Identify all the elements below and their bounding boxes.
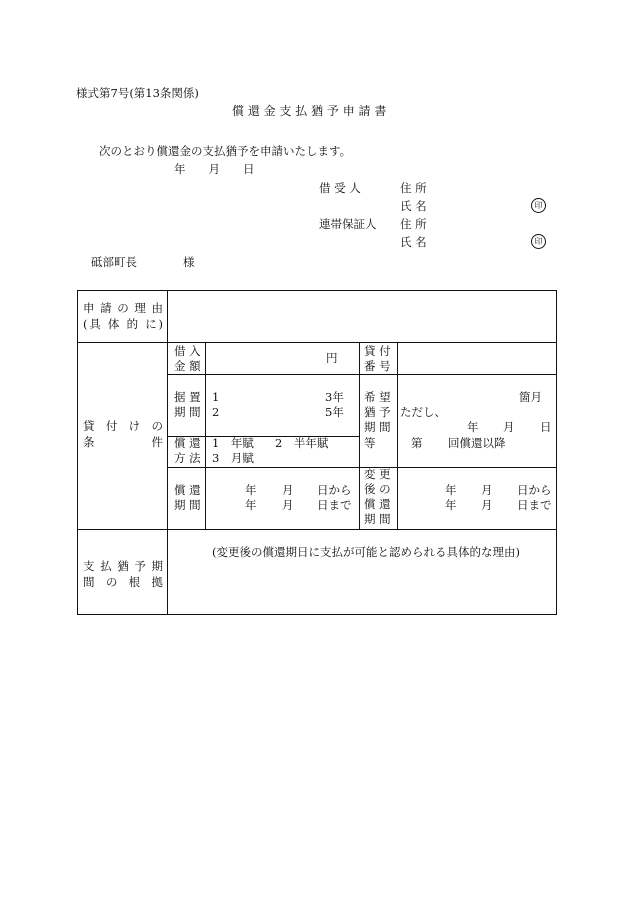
- guarantor-address-label: 住 所: [400, 217, 427, 231]
- application-table: [77, 290, 557, 615]
- repay-period-label: 期 間: [174, 498, 201, 512]
- guarantor-name-label: 氏 名: [400, 235, 427, 249]
- changed-to-month: 月: [481, 498, 493, 512]
- loan-number-label: 番 号: [364, 359, 391, 373]
- row-divider: [78, 342, 556, 343]
- seal-icon: 印: [531, 234, 546, 249]
- period-from-month: 月: [282, 483, 294, 497]
- desired-label: 等: [364, 436, 376, 450]
- changed-period-label: 後 の: [364, 482, 391, 496]
- guarantor-label: 連帯保証人: [319, 217, 377, 231]
- desired-date-day: 日: [540, 420, 552, 434]
- seal-icon: 印: [531, 198, 546, 213]
- desired-label: 猶 予: [364, 405, 391, 419]
- reason-label: 申 請 の 理 由: [83, 301, 163, 315]
- col-divider: [359, 342, 360, 529]
- repay-option: 1 年賦: [212, 436, 254, 450]
- loan-amount-label: 金 額: [174, 359, 201, 373]
- however-text: ただし、: [400, 405, 446, 419]
- period-to-month: 月: [282, 498, 294, 512]
- desired-label: 希 望: [364, 390, 391, 404]
- row-divider: [167, 467, 556, 468]
- grace-option-years: 3年: [325, 390, 344, 404]
- loan-number-label: 貸 付: [364, 344, 391, 358]
- repay-option: 2 半年賦: [275, 436, 329, 450]
- changed-to-day: 日まで: [517, 498, 552, 512]
- repay-method-label: 方 法: [174, 451, 201, 465]
- changed-period-label: 変 更: [364, 467, 391, 481]
- row-divider: [78, 529, 556, 530]
- repay-method-label: 償 還: [174, 436, 201, 450]
- addressee-honorific: 様: [183, 255, 195, 269]
- grace-option-years: 5年: [325, 405, 344, 419]
- repay-from-suffix: 回償還以降: [448, 436, 506, 450]
- page-title: 償 還 金 支 払 猶 予 申 請 書: [232, 104, 387, 118]
- intro-text: 次のとおり償還金の支払猶予を申請いたします。: [99, 144, 352, 158]
- repay-option: 3 月賦: [212, 451, 254, 465]
- desired-label: 期 間: [364, 420, 391, 434]
- borrower-address-label: 住 所: [400, 181, 427, 195]
- basis-note: (変更後の償還期日に支払が可能と認められる具体的な理由): [212, 545, 520, 559]
- basis-label: 支 払 猶 予 期: [83, 559, 163, 573]
- grace-label: 据 置: [174, 390, 201, 404]
- period-to-year: 年: [245, 498, 257, 512]
- borrower-name-label: 氏 名: [400, 199, 427, 213]
- addressee-name: 砥部町長: [91, 255, 137, 269]
- repay-period-label: 償 還: [174, 483, 201, 497]
- changed-from-month: 月: [481, 483, 493, 497]
- yen-unit: 円: [326, 351, 338, 365]
- months-unit: 箇月: [519, 390, 542, 404]
- desired-date-month: 月: [503, 420, 515, 434]
- loan-conditions-label: 貸 付 け の: [83, 419, 163, 433]
- loan-conditions-label: 条 件: [83, 435, 163, 449]
- row-divider: [167, 374, 556, 375]
- changed-to-year: 年: [445, 498, 457, 512]
- date-line: 年 月 日: [174, 162, 255, 176]
- borrower-label: 借 受 人: [319, 181, 361, 195]
- changed-period-label: 期 間: [364, 512, 391, 526]
- basis-label: 間 の 根 拠: [83, 575, 163, 589]
- col-divider: [397, 342, 398, 529]
- changed-from-year: 年: [445, 483, 457, 497]
- period-from-day: 日から: [317, 483, 352, 497]
- changed-period-label: 償 還: [364, 497, 391, 511]
- repay-from-prefix: 第: [411, 436, 423, 450]
- form-id: 様式第7号(第13条関係): [76, 86, 199, 100]
- reason-label-sub: (具 体 的 に): [83, 317, 163, 331]
- grace-option-num: 1: [212, 390, 220, 404]
- changed-from-day: 日から: [517, 483, 552, 497]
- col-divider: [167, 291, 168, 614]
- period-to-day: 日まで: [317, 498, 352, 512]
- loan-amount-label: 借 入: [174, 344, 201, 358]
- grace-option-num: 2: [212, 405, 220, 419]
- grace-label: 期 間: [174, 405, 201, 419]
- desired-date-year: 年: [467, 420, 479, 434]
- period-from-year: 年: [245, 483, 257, 497]
- col-divider: [205, 342, 206, 529]
